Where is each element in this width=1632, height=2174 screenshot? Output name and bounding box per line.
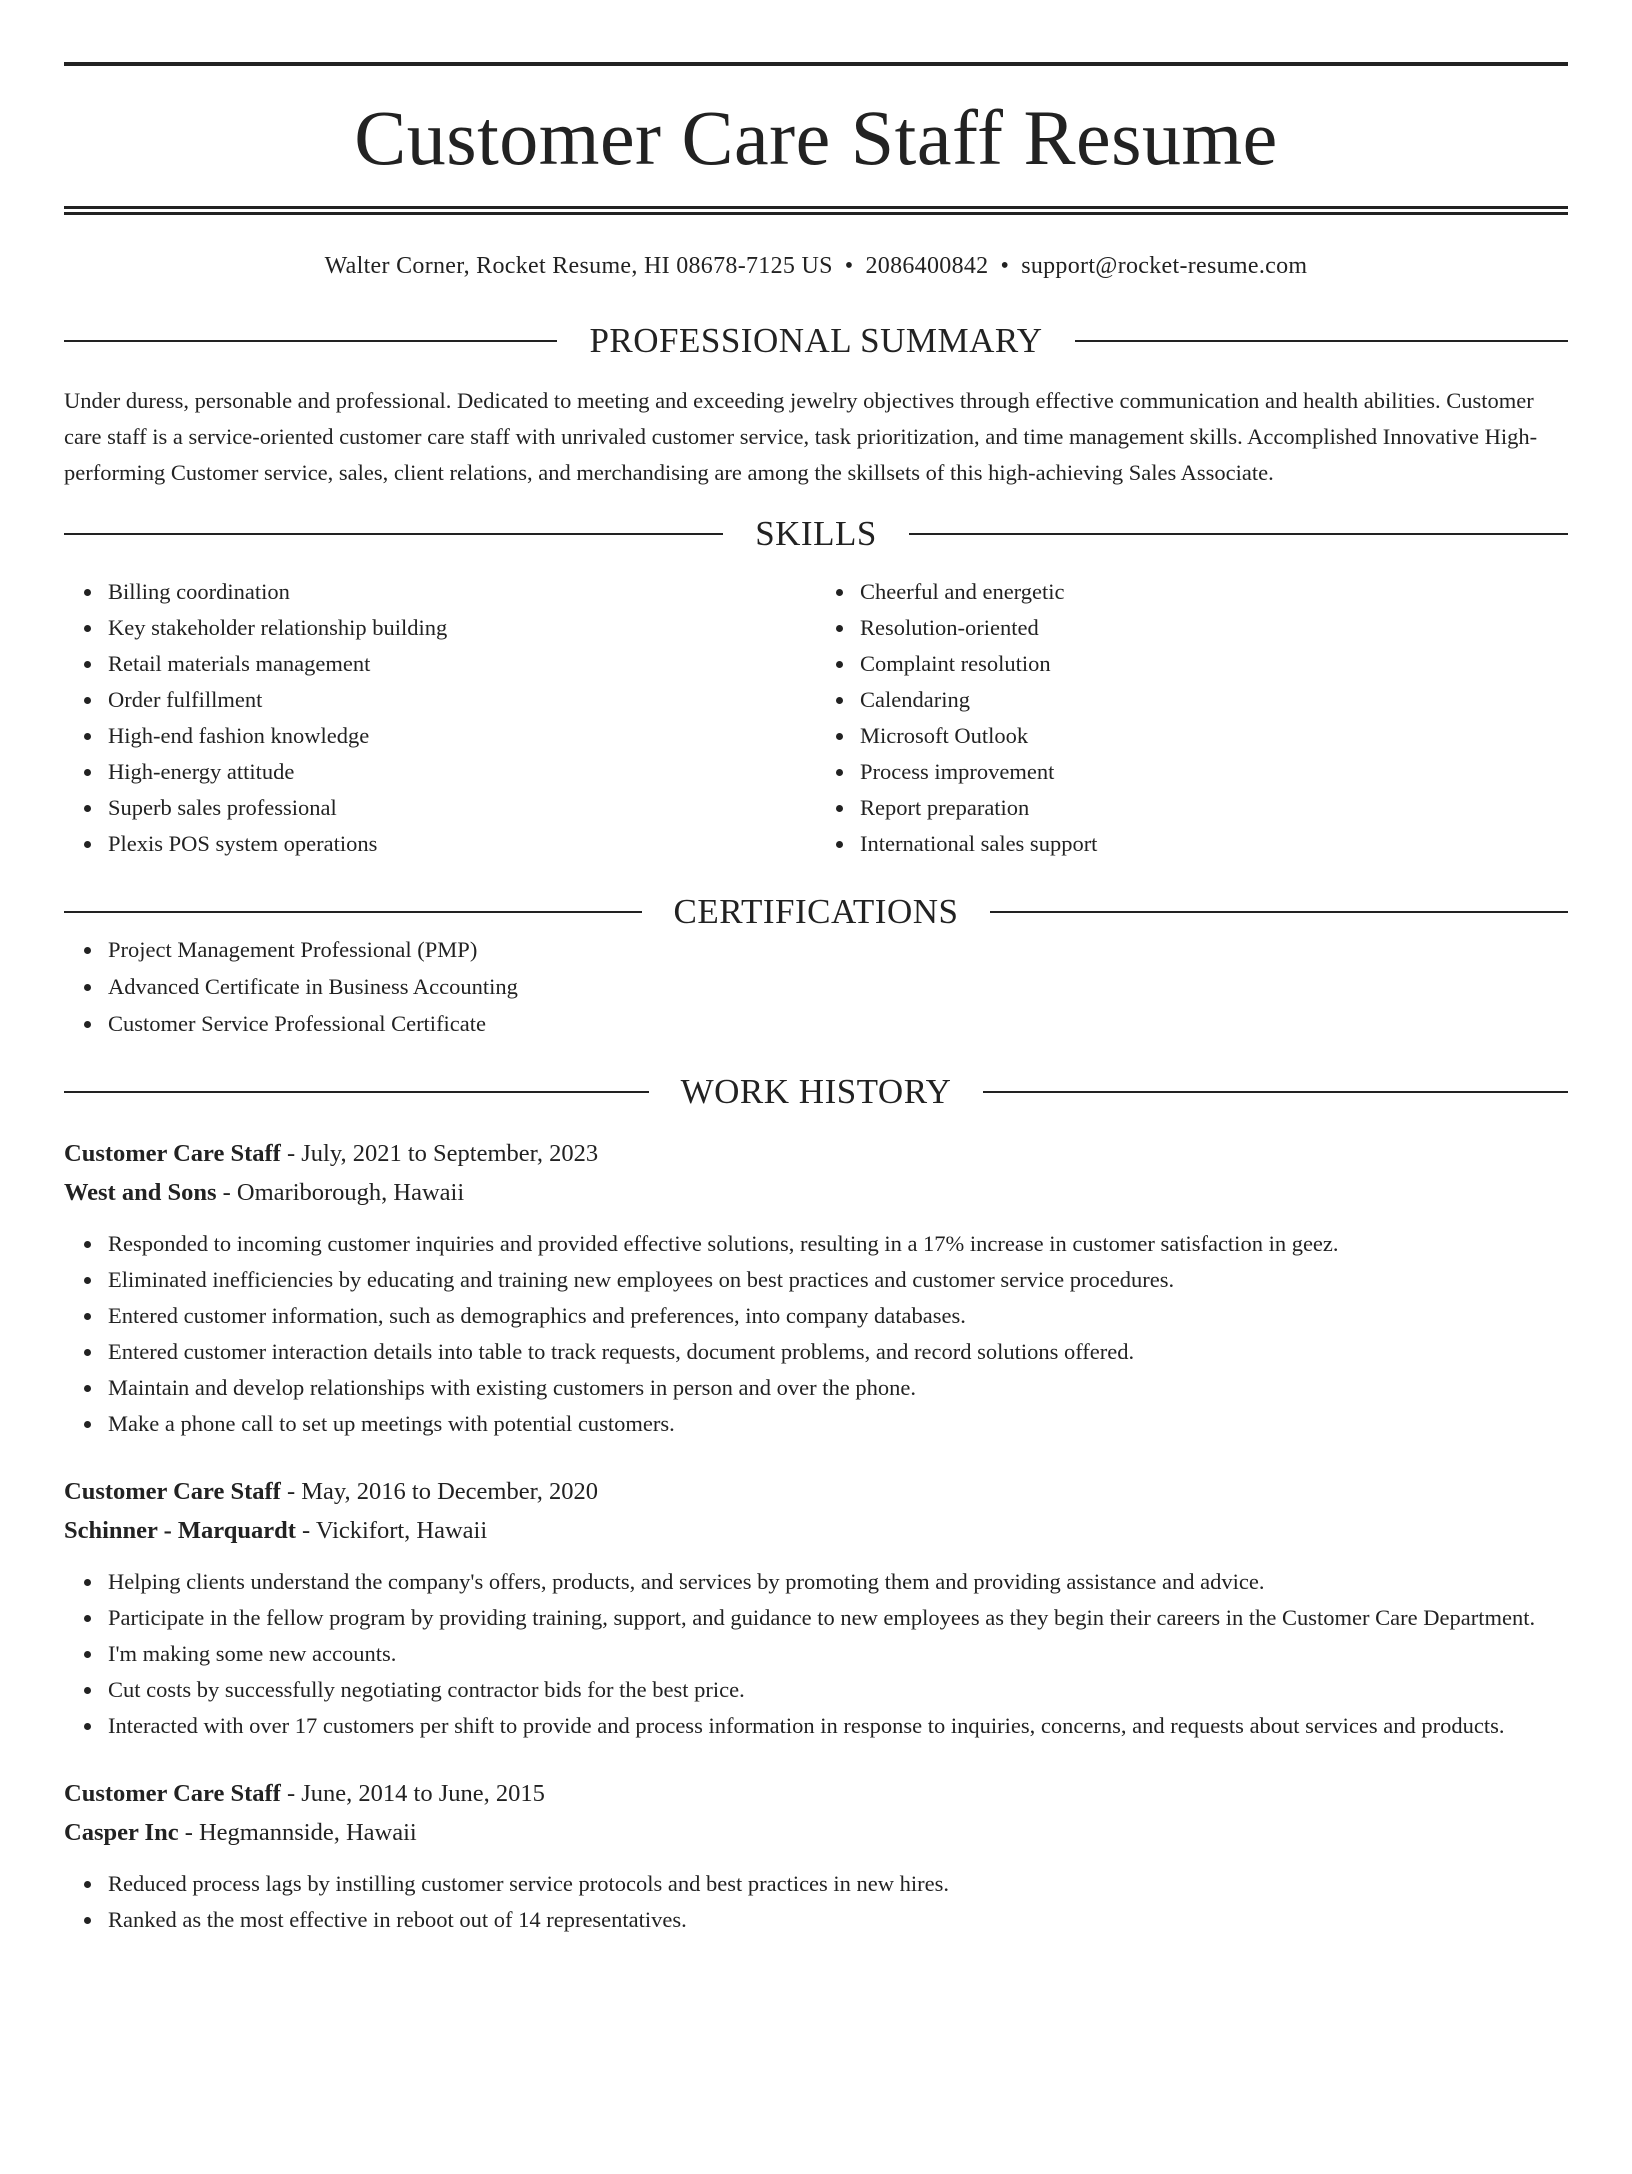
- job-company: Casper Inc: [64, 1818, 179, 1846]
- job-company: West and Sons: [64, 1178, 217, 1206]
- job-duty: Helping clients understand the company's offers, products, and services by promoting them and providing assistance and advice.: [108, 1564, 1568, 1600]
- skill-item: Billing coordination: [108, 574, 816, 610]
- job-duties: [64, 1866, 1568, 1938]
- page-title: Customer Care Staff Resume: [354, 94, 1278, 181]
- divider-line: [1075, 340, 1568, 342]
- job-duty: Ranked as the most effective in reboot out of 14 representatives.: [108, 1902, 1568, 1938]
- divider-line: [64, 533, 723, 535]
- job-location: - Omariborough, Hawaii: [216, 1178, 465, 1206]
- divider-line: [990, 911, 1568, 913]
- skills-grid: [64, 574, 1568, 862]
- section-title: CERTIFICATIONS: [673, 891, 959, 931]
- job-duty: Interacted with over 17 customers per shift to provide and process information in response to inquiries, concerns, and requests about services and products.: [108, 1708, 1568, 1744]
- job-location: - Vickifort, Hawaii: [295, 1516, 488, 1544]
- job-company: Schinner - Marquardt: [64, 1516, 296, 1544]
- contact-separator: •: [1000, 253, 1010, 279]
- skills-column-left: [64, 574, 816, 862]
- job-duties: [64, 1226, 1568, 1442]
- job-location: - Hegmannside, Hawaii: [178, 1818, 417, 1846]
- divider-line: [64, 340, 557, 342]
- certification-item: Customer Service Professional Certificate: [108, 1006, 1568, 1042]
- job-title: Customer Care Staff: [64, 1779, 281, 1807]
- section-title: PROFESSIONAL SUMMARY: [589, 321, 1043, 360]
- skill-item: International sales support: [860, 826, 1568, 862]
- divider-line: [909, 533, 1568, 535]
- skills-section-heading: [64, 514, 1568, 554]
- skills-column-right: [816, 574, 1568, 862]
- job-duty: Cut costs by successfully negotiating contractor bids for the best price.: [108, 1672, 1568, 1708]
- contact-phone: 2086400842: [865, 253, 989, 279]
- skill-item: Cheerful and energetic: [860, 574, 1568, 610]
- job-duties: [64, 1564, 1568, 1744]
- skill-item: Calendaring: [860, 682, 1568, 718]
- job-entry: [64, 1774, 1568, 1938]
- job-duty: Reduced process lags by instilling customer service protocols and best practices in new hires.: [108, 1866, 1568, 1902]
- job-title: Customer Care Staff: [64, 1139, 281, 1167]
- job-duty: Participate in the fellow program by providing training, support, and guidance to new employees as they begin their careers in the Customer Care Department.: [108, 1600, 1568, 1636]
- divider-line: [64, 1091, 649, 1093]
- contact-address: Walter Corner, Rocket Resume, HI 08678-7125 US: [324, 253, 833, 279]
- job-dates: - May, 2016 to December, 2020: [280, 1477, 599, 1505]
- skill-item: Retail materials management: [108, 646, 816, 682]
- skill-item: Report preparation: [860, 790, 1568, 826]
- skill-item: Plexis POS system operations: [108, 826, 816, 862]
- contact-line: [64, 251, 1568, 281]
- certification-item: Project Management Professional (PMP): [108, 932, 1568, 968]
- work-history-list: [64, 1134, 1568, 1938]
- job-entry: [64, 1472, 1568, 1744]
- job-title: Customer Care Staff: [64, 1477, 281, 1505]
- skill-item: Superb sales professional: [108, 790, 816, 826]
- job-duty: Make a phone call to set up meetings with potential customers.: [108, 1406, 1568, 1442]
- job-duty: Entered customer information, such as demographics and preferences, into company databases.: [108, 1298, 1568, 1334]
- skill-item: High-energy attitude: [108, 754, 816, 790]
- skills-list-left: [64, 574, 816, 862]
- certifications-list: [64, 932, 1568, 1042]
- section-title: SKILLS: [755, 513, 877, 553]
- job-duty: I'm making some new accounts.: [108, 1636, 1568, 1672]
- contact-email: support@rocket-resume.com: [1021, 253, 1308, 279]
- divider-line: [64, 911, 642, 913]
- section-title: WORK HISTORY: [680, 1071, 952, 1111]
- summary-text: Under duress, personable and professional. Dedicated to meeting and exceeding jewelry objectives through effective communication and health abilities. Customer care staff is a service-oriented customer care staff with unrivaled customer service, task prioritization, and time management skills. Accomplished Innovative High-performing Customer service, sales, client relations, and merchandising are among the skillsets of this high-achieving Sales Associate.: [64, 388, 1538, 485]
- divider-line: [983, 1091, 1568, 1093]
- job-entry: [64, 1134, 1568, 1442]
- summary-section-heading: [64, 321, 1568, 361]
- title-double-rule: [64, 206, 1568, 215]
- skills-list-right: [816, 574, 1568, 862]
- job-company-line: [64, 1511, 1568, 1550]
- resume-page: [0, 62, 1632, 2174]
- job-company-line: [64, 1173, 1568, 1212]
- skill-item: Microsoft Outlook: [860, 718, 1568, 754]
- job-duty: Maintain and develop relationships with existing customers in person and over the phone.: [108, 1370, 1568, 1406]
- job-dates: - June, 2014 to June, 2015: [280, 1779, 545, 1807]
- certifications-section-heading: [64, 892, 1568, 932]
- job-title-line: [64, 1134, 1568, 1173]
- skill-item: Order fulfillment: [108, 682, 816, 718]
- skill-item: High-end fashion knowledge: [108, 718, 816, 754]
- skill-item: Complaint resolution: [860, 646, 1568, 682]
- certification-item: Advanced Certificate in Business Accounting: [108, 969, 1568, 1005]
- skill-item: Process improvement: [860, 754, 1568, 790]
- job-company-line: [64, 1813, 1568, 1852]
- skill-item: Key stakeholder relationship building: [108, 610, 816, 646]
- job-title-line: [64, 1472, 1568, 1511]
- job-duty: Eliminated inefficiencies by educating and training new employees on best practices and customer service procedures.: [108, 1262, 1568, 1298]
- job-dates: - July, 2021 to September, 2023: [280, 1139, 599, 1167]
- skill-item: Resolution-oriented: [860, 610, 1568, 646]
- top-rule: [64, 62, 1568, 66]
- job-duty: Responded to incoming customer inquiries and provided effective solutions, resulting in a 17% increase in customer satisfaction in geez.: [108, 1226, 1568, 1262]
- job-duty: Entered customer interaction details into table to track requests, document problems, and record solutions offered.: [108, 1334, 1568, 1370]
- work-history-section-heading: [64, 1072, 1568, 1112]
- job-title-line: [64, 1774, 1568, 1813]
- contact-separator: •: [844, 253, 854, 279]
